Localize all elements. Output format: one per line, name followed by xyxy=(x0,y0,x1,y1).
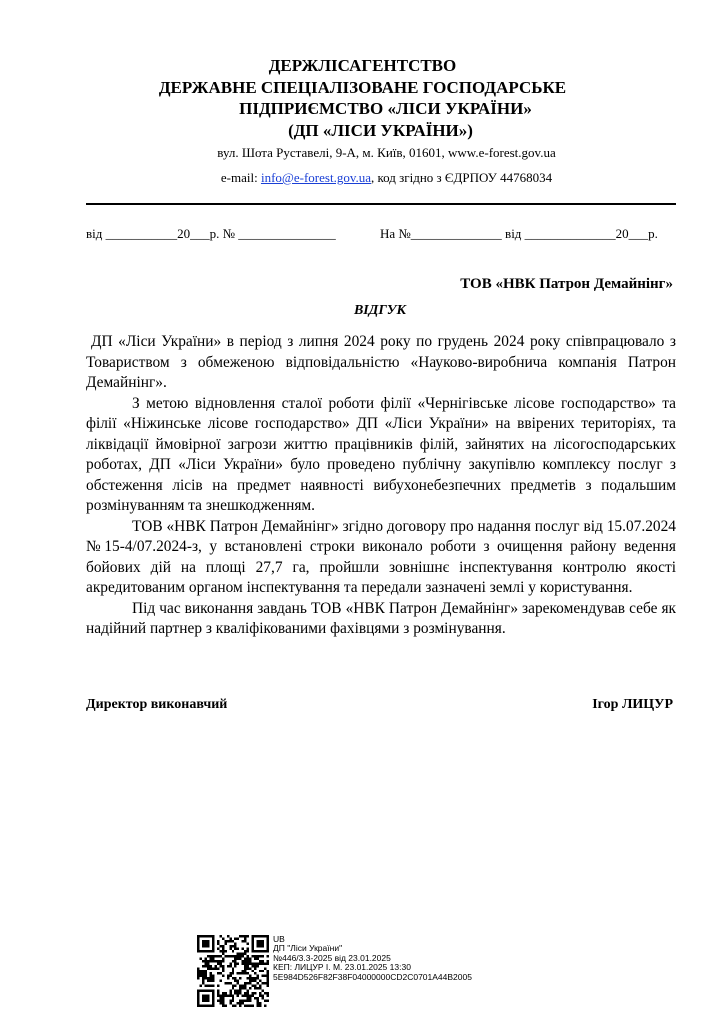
outgoing-registration: від ___________20___р. № _______________ xyxy=(86,226,336,241)
e-signature-stamp xyxy=(273,935,472,982)
stamp-line-2: ДП "Ліси України" xyxy=(273,943,343,954)
edrpou-code: , код згідно з ЄДРПОУ 44768034 xyxy=(371,170,553,185)
paragraph-4: Під час виконання завдань ТОВ «НВК Патрон Демайнінг» зарекомендував себе як надійний партнер з кваліфікованими фахівцями з розмінування. xyxy=(86,599,676,637)
header-enterprise-line1: ДЕРЖАВНЕ СПЕЦІАЛІЗОВАНЕ ГОСПОДАРСЬКЕ xyxy=(158,78,567,97)
document-title: ВІДГУК xyxy=(353,303,407,318)
header-divider xyxy=(86,203,676,205)
header-address: вул. Шота Руставелі, 9-А, м. Київ, 01601, www.e-forest.gov.ua xyxy=(217,145,556,160)
qr-code-icon xyxy=(197,935,269,1007)
stamp-line-1: UB xyxy=(273,934,285,944)
paragraph-2: З метою відновлення сталої роботи філії «Чернігівське лісове господарство» та філії «Ніжинське лісове господарство» ДП «Ліси України» на ввірених територіях, та ліквідації ймовірної загрози життю працівників філій, зайнятих на лісогосподарських роботах, ДП «Ліси України» було проведено публічну закупівлю комплексу послуг з обстеження лісів на предмет наявності вибухонебезпечних предметів з подальшим розмінуванням та знешкодженням. xyxy=(86,394,676,514)
stamp-line-4: КЕП: ЛИЦУР І. М. 23.01.2025 13:30 xyxy=(273,962,411,973)
document-body xyxy=(86,332,676,640)
addressee: ТОВ «НВК Патрон Демайнінг» xyxy=(460,276,673,292)
signatory-name: Ігор ЛИЦУР xyxy=(592,697,673,712)
stamp-line-3: №446/3.3-2025 від 23.01.2025 xyxy=(273,952,391,963)
paragraph-1: ДП «Ліси України» в період з липня 2024 року по грудень 2024 року співпрацювало з Товариством з обмеженою відповідальністю «Науково-виробнича компанія Патрон Демайнінг». xyxy=(86,333,676,391)
incoming-registration: На №______________ від ______________20___р. xyxy=(380,226,658,241)
email-label: e-mail: xyxy=(220,170,261,185)
header-enterprise-line2: ПІДПРИЄМСТВО «ЛІСИ УКРАЇНИ» xyxy=(239,99,532,118)
stamp-line-5: 5E984D526F82F38F04000000CD2C0701A44B2005 xyxy=(273,971,472,982)
header-agency: ДЕРЖЛІСАГЕНТСТВО xyxy=(268,56,457,75)
header-short-name: (ДП «ЛІСИ УКРАЇНИ») xyxy=(288,121,473,140)
signatory-position: Директор виконавчий xyxy=(86,697,228,712)
email-link[interactable]: info@e-forest.gov.ua xyxy=(260,170,371,185)
header-contacts xyxy=(0,170,725,186)
paragraph-3: ТОВ «НВК Патрон Демайнінг» згідно договору про надання послуг від 15.07.2024 №15-4/07.2024-з, у встановлені строки виконало роботи з очищення району ведення бойових дій на площі 27,7 га, пройшли зовнішнє інспектування контролю якості акредитованим органом інспектування та передали зазначені землі у користування. xyxy=(86,517,676,596)
